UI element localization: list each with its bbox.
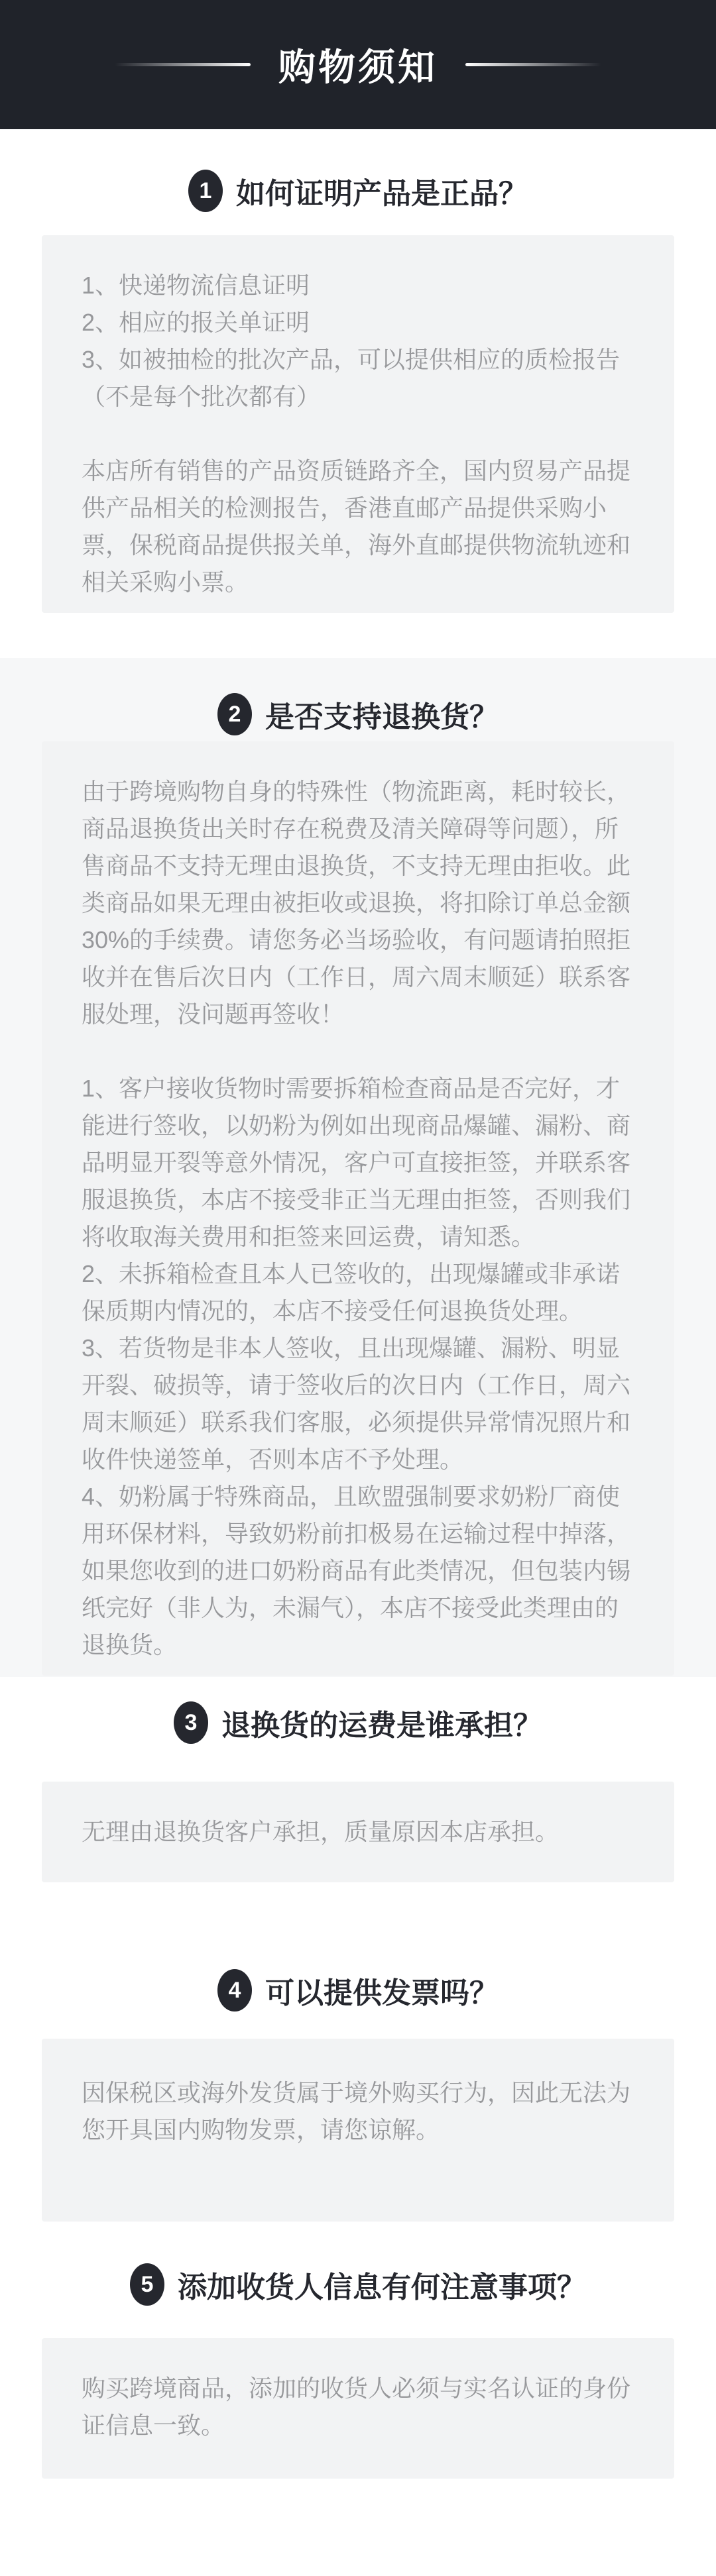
section-2-title-row <box>0 692 716 736</box>
section-2-paragraph: 由于跨境购物自身的特殊性（物流距离，耗时较长，商品退换货出关时存在税费及清关障碍等问题），所售商品不支持无理由退换货，不支持无理由拒收。此类商品如果无理由被拒收或退换，将扣除订单总金额30%的手续费。请您务必当场验收，有问题请拍照拒收并在售后次日内（工作日，周六周末顺延）联系客服处理，没问题再签收！ <box>82 778 631 1028</box>
section-1-content-box <box>42 235 674 613</box>
header-deco-line-left <box>115 63 251 66</box>
section-3-title: 退换货的运费是谁承担？ <box>221 1709 542 1742</box>
section-1-paragraph: 3、如被抽检的批次产品，可以提供相应的质检报告（不是每个批次都有） <box>82 346 621 410</box>
section-2-number-badge: 2 <box>217 693 252 735</box>
section-5-title-row <box>0 2263 716 2306</box>
section-2-background-band <box>0 658 716 1677</box>
section-1-paragraph: 1、快递物流信息证明 <box>82 272 310 299</box>
page-header <box>0 0 716 129</box>
section-2-paragraph: 3、若货物是非本人签收，且出现爆罐、漏粉、明显开裂、破损等，请于签收后的次日内（工作日，周六周末顺延）联系我们客服，必须提供异常情况照片和收件快递签单，否则本店不予处理。 <box>82 1334 631 1473</box>
section-2-content-box <box>42 741 674 1676</box>
section-4-number-badge: 4 <box>217 1969 252 2012</box>
page-title: 购物须知 <box>278 46 438 88</box>
section-1-paragraph: 本店所有销售的产品资质链路齐全，国内贸易产品提供产品相关的检测报告，香港直邮产品提供采购小票，保税商品提供报关单，海外直邮提供物流轨迹和相关采购小票。 <box>82 457 631 596</box>
section-2-paragraph: 4、奶粉属于特殊商品，且欧盟强制要求奶粉厂商使用环保材料，导致奶粉前扣极易在运输过程中掉落，如果您收到的进口奶粉商品有此类情况，但包装内锡纸完好（非人为，未漏气），本店不接受此类理由的退换货。 <box>82 1483 631 1658</box>
section-4-content-box <box>42 2039 674 2222</box>
header-deco-line-right <box>465 63 601 66</box>
section-2-paragraph: 1、客户接收货物时需要拆箱检查商品是否完好，才能进行签收，以奶粉为例如出现商品爆罐、漏粉、商品明显开裂等意外情况，客户可直接拒签，并联系客服退换货，本店不接受非正当无理由拒签，否则我们将收取海关费用和拒签来回运费，请知悉。 <box>82 1075 631 1250</box>
section-3-content-box <box>42 1782 674 1882</box>
section-5-content-box <box>42 2338 674 2479</box>
section-1-title-row <box>0 169 716 213</box>
section-4-title-row <box>0 1968 716 2012</box>
section-3-number-badge: 3 <box>174 1701 208 1744</box>
section-3-title-row <box>0 1701 716 1744</box>
section-5-paragraph: 购买跨境商品，添加的收货人必须与实名认证的身份证信息一致。 <box>82 2375 631 2439</box>
section-3-paragraph: 无理由退换货客户承担，质量原因本店承担。 <box>82 1818 560 1845</box>
section-5-title: 添加收货人信息有何注意事项？ <box>178 2271 586 2304</box>
section-5-number-badge: 5 <box>130 2263 164 2306</box>
section-4-title: 可以提供发票吗？ <box>265 1977 499 2010</box>
section-1-paragraph: 2、相应的报关单证明 <box>82 309 310 336</box>
section-2-title: 是否支持退换货？ <box>265 701 499 733</box>
section-1-number-badge: 1 <box>188 170 223 212</box>
section-1-title: 如何证明产品是正品？ <box>236 178 528 210</box>
section-2-paragraph: 2、未拆箱检查且本人已签收的，出现爆罐或非承诺保质期内情况的，本店不接受任何退换货处理。 <box>82 1260 621 1324</box>
section-4-paragraph: 因保税区或海外发货属于境外购买行为，因此无法为您开具国内购物发票，请您谅解。 <box>82 2079 631 2143</box>
